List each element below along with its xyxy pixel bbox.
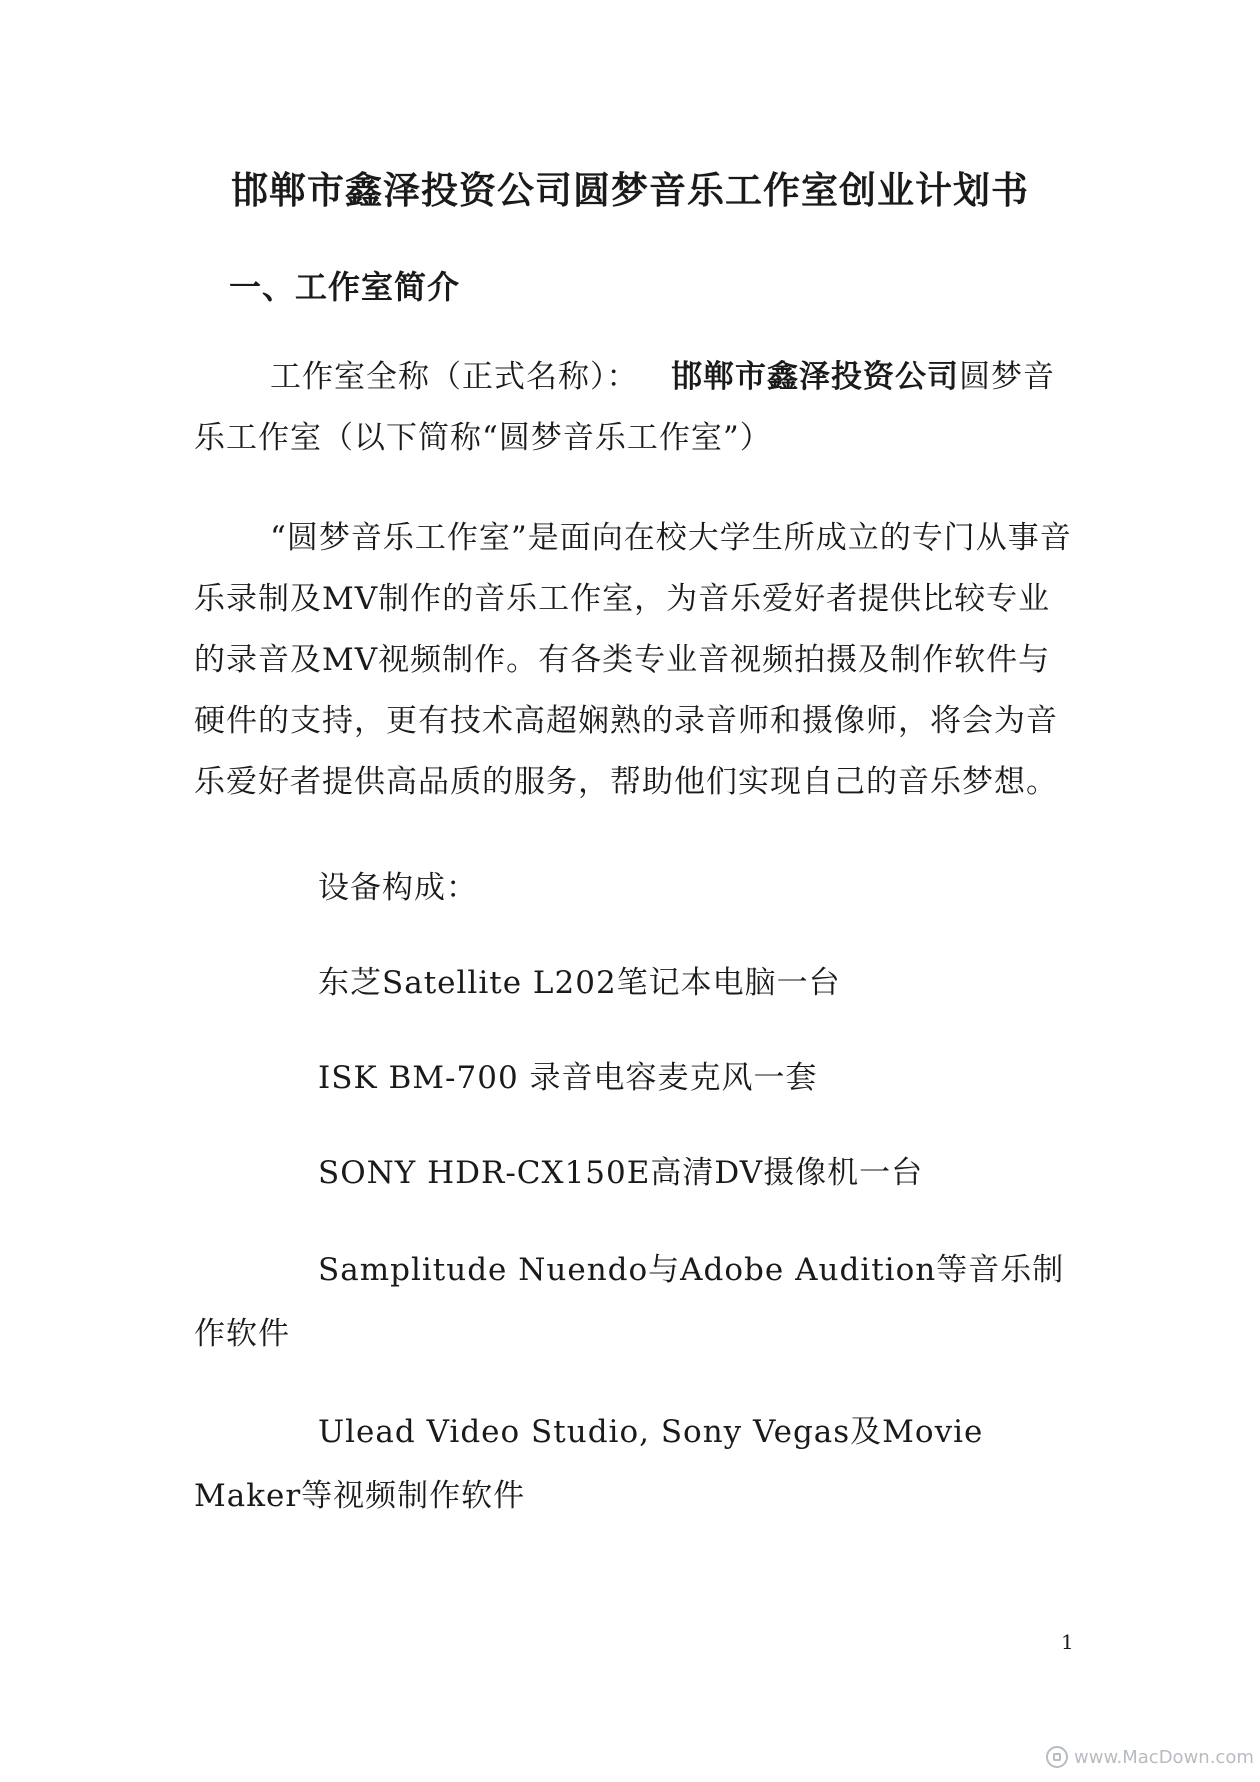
macdown-logo-icon <box>1046 1746 1068 1768</box>
equipment-item: 东芝Satellite L202笔记本电脑一台 <box>318 965 841 1001</box>
equipment-item-text: Ulead Video Studio, Sony Vegas及Movie Maker等视频制作软件 <box>194 1414 984 1514</box>
equipment-item <box>194 1238 1074 1366</box>
studio-intro-paragraph <box>194 508 1074 813</box>
studio-name-label: 工作室全称（正式名称）： <box>270 359 639 395</box>
document-title: 邯郸市鑫泽投资公司圆梦音乐工作室创业计划书 <box>231 168 1029 212</box>
equipment-item-text: Samplitude Nuendo与Adobe Audition等音乐制作软件 <box>194 1252 1065 1352</box>
equipment-item: ISK BM-700 录音电容麦克风一套 <box>318 1060 818 1096</box>
page-number: 1 <box>1061 1630 1074 1654</box>
equipment-heading: 设备构成： <box>318 870 478 906</box>
studio-intro-text: “圆梦音乐工作室”是面向在校大学生所成立的专门从事音乐录制及MV制作的音乐工作室，为音乐爱好者提供比较专业的录音及MV视频制作。有各类专业音视频拍摄及制作软件与硬件的支持，更有技术高超娴熟的录音师和摄像师，将会为音乐爱好者提供高品质的服务，帮助他们实现自己的音乐梦想。 <box>194 520 1072 800</box>
equipment-item: SONY HDR-CX150E高清DV摄像机一台 <box>318 1155 924 1191</box>
studio-name-paragraph <box>194 347 1074 469</box>
studio-company-name: 邯郸市鑫泽投资公司 <box>671 359 960 395</box>
watermark-text: www.MacDown.com <box>1074 1746 1254 1768</box>
equipment-item <box>194 1400 1074 1528</box>
watermark <box>1046 1746 1254 1768</box>
studio-name-rest: 圆梦音乐工作室（以下简称“圆梦音乐工作室”） <box>194 359 1056 456</box>
section-heading-studio-intro: 一、工作室简介 <box>229 268 461 306</box>
